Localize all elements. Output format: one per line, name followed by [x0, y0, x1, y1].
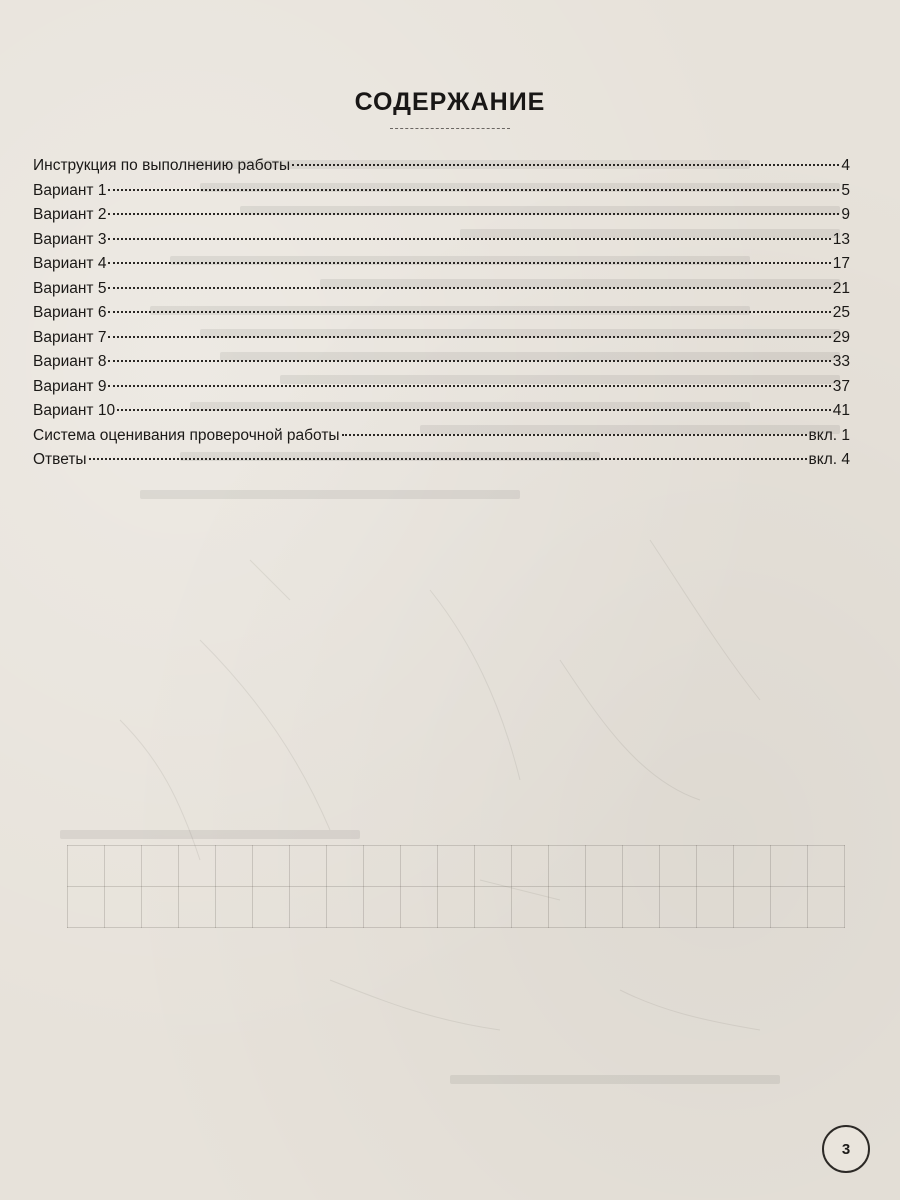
- toc-entry-label: Ответы: [33, 451, 87, 468]
- toc-entry: [33, 402, 850, 427]
- toc-leader-dots: [108, 189, 839, 191]
- toc-entry-label: Вариант 1: [33, 181, 107, 199]
- toc-entry-page: 21: [832, 279, 850, 297]
- title-underline: [390, 128, 510, 129]
- toc-entry-page: 4: [841, 157, 850, 174]
- toc-entry-label: Вариант 4: [33, 255, 107, 272]
- toc-entry-page: вкл. 1: [808, 426, 850, 444]
- toc-entry-page: 41: [832, 402, 850, 419]
- toc-leader-dots: [108, 287, 830, 289]
- toc-entry: [33, 304, 850, 329]
- toc-entry-label: Вариант 7: [33, 328, 107, 346]
- toc-entry-label: Вариант 8: [33, 353, 107, 370]
- toc-entry-page: 5: [841, 181, 850, 199]
- toc-entry: [33, 231, 850, 256]
- toc-leader-dots: [89, 458, 807, 460]
- toc-entry-label: Вариант 10: [33, 402, 116, 419]
- toc-entry-label: Вариант 2: [33, 206, 107, 223]
- toc-leader-dots: [108, 238, 830, 240]
- toc-leader-dots: [108, 311, 830, 313]
- toc-entry-label: Вариант 3: [33, 230, 107, 248]
- toc-entry-page: вкл. 4: [808, 451, 850, 468]
- page-number-badge: 3: [822, 1125, 870, 1173]
- toc-entry-page: 9: [841, 206, 850, 223]
- toc-entry: [33, 206, 850, 231]
- toc-leader-dots: [117, 409, 831, 411]
- toc-entry-page: 13: [832, 230, 850, 248]
- toc-leader-dots: [108, 336, 830, 338]
- toc-entry: [33, 280, 850, 305]
- toc-entry: [33, 157, 850, 182]
- toc-entry-label: Вариант 5: [33, 279, 107, 297]
- toc-entry-label: Инструкция по выполнению работы: [33, 157, 291, 174]
- toc-entry-page: 17: [832, 255, 850, 272]
- toc-entry-page: 29: [832, 328, 850, 346]
- toc-entry-page: 37: [832, 377, 850, 395]
- toc-entry: [33, 182, 850, 207]
- toc-entry: [33, 255, 850, 280]
- table-of-contents: [33, 157, 850, 476]
- toc-entry: [33, 451, 850, 476]
- toc-entry-page: 25: [832, 304, 850, 321]
- toc-leader-dots: [292, 164, 839, 166]
- toc-entry-label: Вариант 6: [33, 304, 107, 321]
- toc-entry-page: 33: [832, 353, 850, 370]
- toc-entry: [33, 329, 850, 354]
- toc-entry-label: Система оценивания проверочной работы: [33, 426, 340, 444]
- toc-entry-label: Вариант 9: [33, 377, 107, 395]
- toc-entry: [33, 353, 850, 378]
- page-title: СОДЕРЖАНИЕ: [354, 88, 546, 116]
- toc-leader-dots: [108, 385, 830, 387]
- toc-leader-dots: [108, 360, 830, 362]
- toc-leader-dots: [108, 213, 839, 215]
- toc-entry: [33, 378, 850, 403]
- toc-leader-dots: [342, 434, 807, 436]
- toc-leader-dots: [108, 262, 830, 264]
- toc-entry: [33, 427, 850, 452]
